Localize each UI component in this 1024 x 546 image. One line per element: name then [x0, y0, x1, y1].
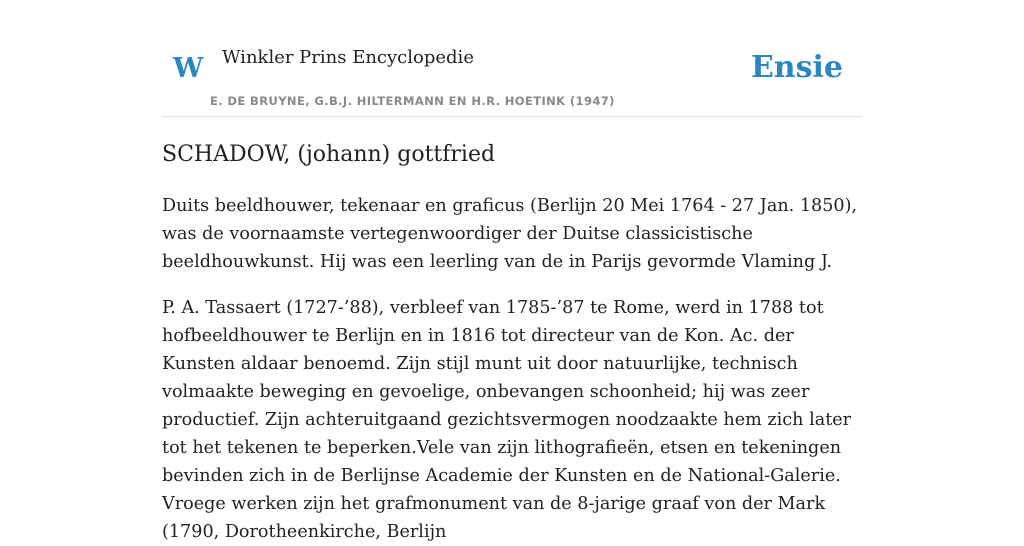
article-paragraph-1: Duits beeldhouwer, tekenaar en graficus (Berlijn 20 Mei 1764 - 27 Jan. 1850), was de voornaamste vertegenwoordiger der Duitse classicistische beeldhouwkunst. Hij was een leerling van de in Parijs gevormde Vlaming J.: [162, 196, 858, 272]
article-paragraph-2: P. A. Tassaert (1727-’88), verbleef van 1785-’87 te Rome, werd in 1788 tot hofbeeldhouwer te Berlijn en in 1816 tot directeur van de Kon. Ac. der Kunsten aldaar benoemd. Zijn stijl munt uit door natuurlijke, technisch volmaakte beweging en gevoelige, onbevangen schoonheid; hij was zeer productief. Zijn achteruitgaand gezichtsvermogen noodzaakte hem zich later tot het tekenen te beperken.Vele van zijn lithografieën, etsen en tekeningen bevinden zich in de Berlijnse Academie der Kunsten en de National-Galerie. Vroege werken zijn het grafmonument van de 8-jarige graaf von der Mark (1790, Dorotheenkirche, Berlijn: [162, 298, 852, 542]
article-title: SCHADOW, (johann) gottfried: [162, 142, 496, 167]
source-title-link[interactable]: Winkler Prins Encyclopedie: [222, 47, 474, 68]
source-authors: E. DE BRUYNE, G.B.J. HILTERMANN EN H.R. HOETINK (1947): [210, 94, 615, 108]
source-header: [162, 38, 862, 117]
source-logo[interactable]: W: [173, 53, 204, 84]
article: [162, 138, 862, 546]
ensie-logo[interactable]: Ensie: [750, 50, 843, 85]
